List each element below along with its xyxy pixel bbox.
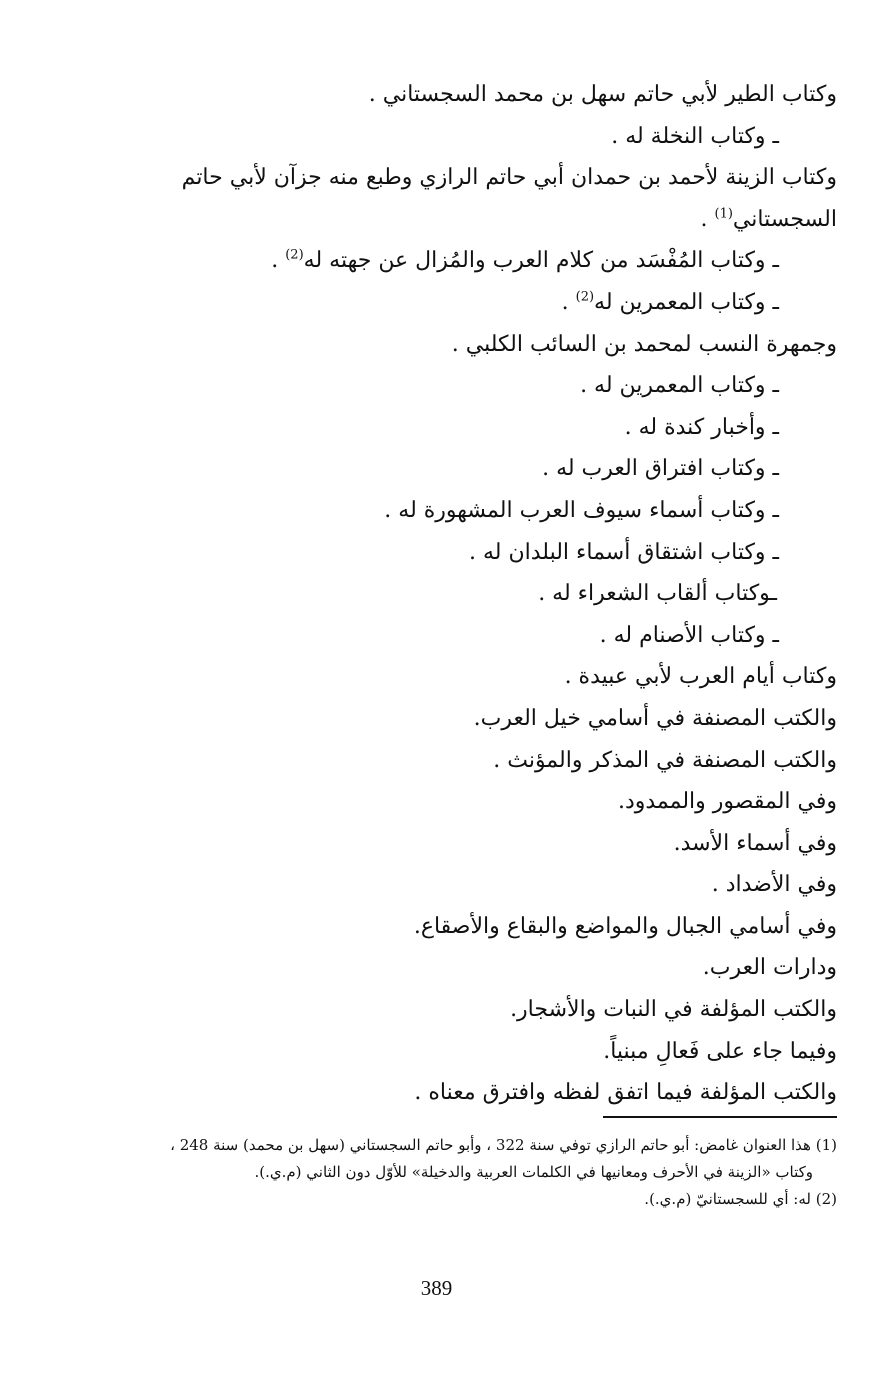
line-text: السجستاني [732, 206, 837, 232]
text-line: ـ وكتاب افتراق العرب له . [542, 456, 779, 482]
footnote-marker: (1) [714, 206, 733, 222]
line-text: ـ وكتاب المُفْسَد من كلام العرب والمُزال عن جهته له [303, 248, 779, 274]
line-end: . [561, 289, 576, 315]
text-line: وفيما جاء على فَعالِ مبنياً. [603, 1038, 837, 1064]
footnote-marker: (2) [575, 289, 595, 305]
text-line: ودارات العرب. [702, 955, 837, 981]
text-line: والكتب المؤلفة في النبات والأشجار. [510, 997, 837, 1023]
text-line: والكتب المؤلفة فيما اتفق لفظه وافترق معناه . [414, 1080, 837, 1106]
footnote-line: (1) هذا العنوان غامض: أبو حاتم الرازي توفي سنة 322 ، وأبو حاتم السجستاني (سهل بن محمد) سنة 248 ، [170, 1136, 837, 1154]
text-line: والكتب المصنفة في أسامي خيل العرب. [473, 705, 837, 731]
text-line: ـ وكتاب الأصنام له . [599, 622, 779, 648]
footnote-line: (2) له: أي للسجستانيّ (م.ي.). [644, 1190, 837, 1208]
footnote-divider [603, 1116, 837, 1118]
text-line [95, 282, 837, 324]
text-line: وجمهرة النسب لمحمد بن السائب الكلبي . [451, 331, 837, 357]
text-line: وكتاب الطير لأبي حاتم سهل بن محمد السجستاني . [368, 82, 837, 107]
main-text [95, 74, 837, 1114]
text-line: ـ وكتاب المعمرين له . [580, 373, 779, 399]
text-line: وفي المقصور والممدود. [617, 789, 837, 815]
line-text: ـ وكتاب المعمرين له [594, 289, 779, 315]
text-line [95, 199, 837, 241]
text-line: والكتب المصنفة في المذكر والمؤنث . [493, 747, 837, 773]
text-line: وكتاب أيام العرب لأبي عبيدة . [564, 664, 837, 690]
text-line: وفي الأضداد . [711, 872, 837, 898]
footnotes [95, 1132, 837, 1213]
text-line: ـ وكتاب النخلة له . [611, 123, 779, 149]
footnote-marker: (2) [285, 248, 304, 264]
text-line: وفي أسماء الأسد. [673, 830, 837, 856]
text-line: ـ وأخبار كندة له . [624, 414, 779, 440]
footnote-line: وكتاب «الزينة في الأحرف ومعانيها في الكلمات العربية والدخيلة» للأوّل دون الثاني (م.ي.). [254, 1163, 813, 1181]
text-line: ـوكتاب ألقاب الشعراء له . [538, 581, 777, 607]
line-end: . [700, 206, 715, 232]
text-line: وفي أسامي الجبال والمواضع والبقاع والأصقاع. [413, 913, 837, 939]
text-line: وكتاب الزينة لأحمد بن حمدان أبي حاتم الرازي وطبع منه جزآن لأبي حاتم [181, 165, 837, 191]
page-number: 389 [420, 1276, 453, 1300]
text-line [95, 240, 837, 282]
text-line: ـ وكتاب اشتقاق أسماء البلدان له . [469, 539, 779, 565]
text-line: ـ وكتاب أسماء سيوف العرب المشهورة له . [384, 497, 779, 523]
line-end: . [271, 248, 286, 274]
